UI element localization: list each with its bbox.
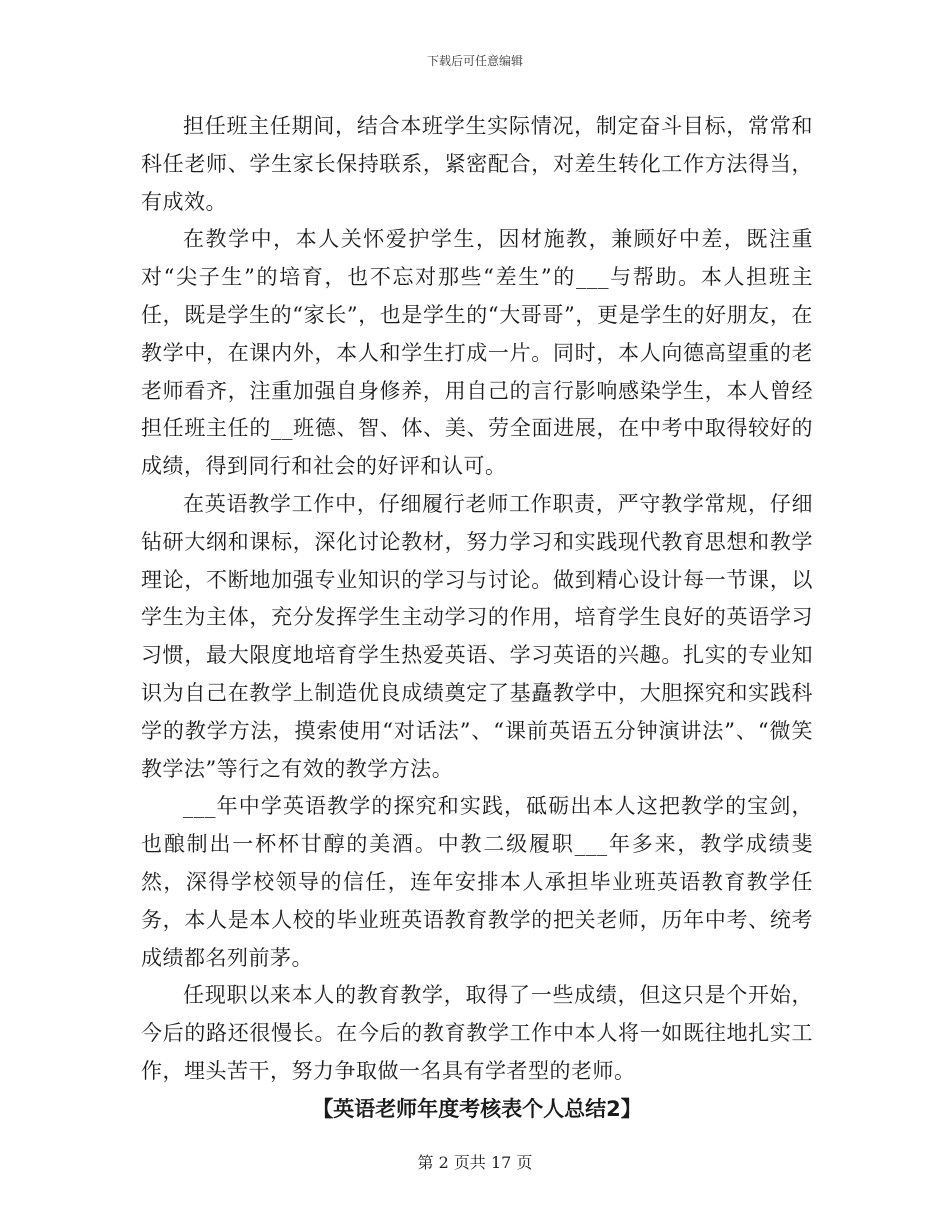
document-body	[141, 108, 813, 1129]
paragraph-1: 担任班主任期间，结合本班学生实际情况，制定奋斗目标，常常和科任老师、学生家长保持联系，紧密配合，对差生转化工作方法得当，有成效。	[141, 114, 813, 214]
page-header: 下载后可任意编辑	[426, 54, 523, 68]
section-title: 【英语老师年度考核表个人总结2】	[312, 1096, 642, 1121]
paragraph-4: ___年中学英语教学的探究和实践，砥砺出本人这把教学的宝剑，也酿制出一杯杯甘醇的美酒。中教二级履职___年多来，教学成绩斐然，深得学校领导的信任，连年安排本人承担毕业班英语教育教学任务，本人是本人校的毕业班英语教育教学的把关老师，历年中考、统考成绩都名列前茅。	[141, 794, 813, 970]
page-footer: 第 2 页共 17 页	[417, 1153, 533, 1172]
paragraph-3: 在英语教学工作中，仔细履行老师工作职责，严守教学常规，仔细钻研大纲和课标，深化讨论教材，努力学习和实践现代教育思想和教学理论，不断地加强专业知识的学习与讨论。做到精心设计每一节课，以学生为主体，充分发挥学生主动学习的作用，培育学生良好的英语学习习惯，最大限度地培育学生热爱英语、学习英语的兴趣。扎实的专业知识为自己在教学上制造优良成绩奠定了基矗教学中，大胆探究和实践科学的教学方法，摸索使用“对话法”、“课前英语五分钟演讲法”、“微笑教学法”等行之有效的教学方法。	[141, 491, 813, 781]
paragraph-5: 任现职以来本人的教育教学，取得了一些成绩，但这只是个开始，今后的路还很慢长。在今后的教育教学工作中本人将一如既往地扎实工作，埋头苦干，努力争取做一名具有学者型的老师。	[141, 983, 813, 1083]
paragraph-2: 在教学中，本人关怀爱护学生，因材施教，兼顾好中差，既注重对“尖子生”的培育，也不忘对那些“差生”的___与帮助。本人担班主任，既是学生的“家长”，也是学生的“大哥哥”，更是学生的好朋友，在教学中，在课内外，本人和学生打成一片。同时，本人向德高望重的老老师看齐，注重加强自身修养，用自己的言行影响感染学生，本人曾经担任班主任的__班德、智、体、美、劳全面进展，在中考中取得较好的成绩，得到同行和社会的好评和认可。	[141, 227, 813, 479]
